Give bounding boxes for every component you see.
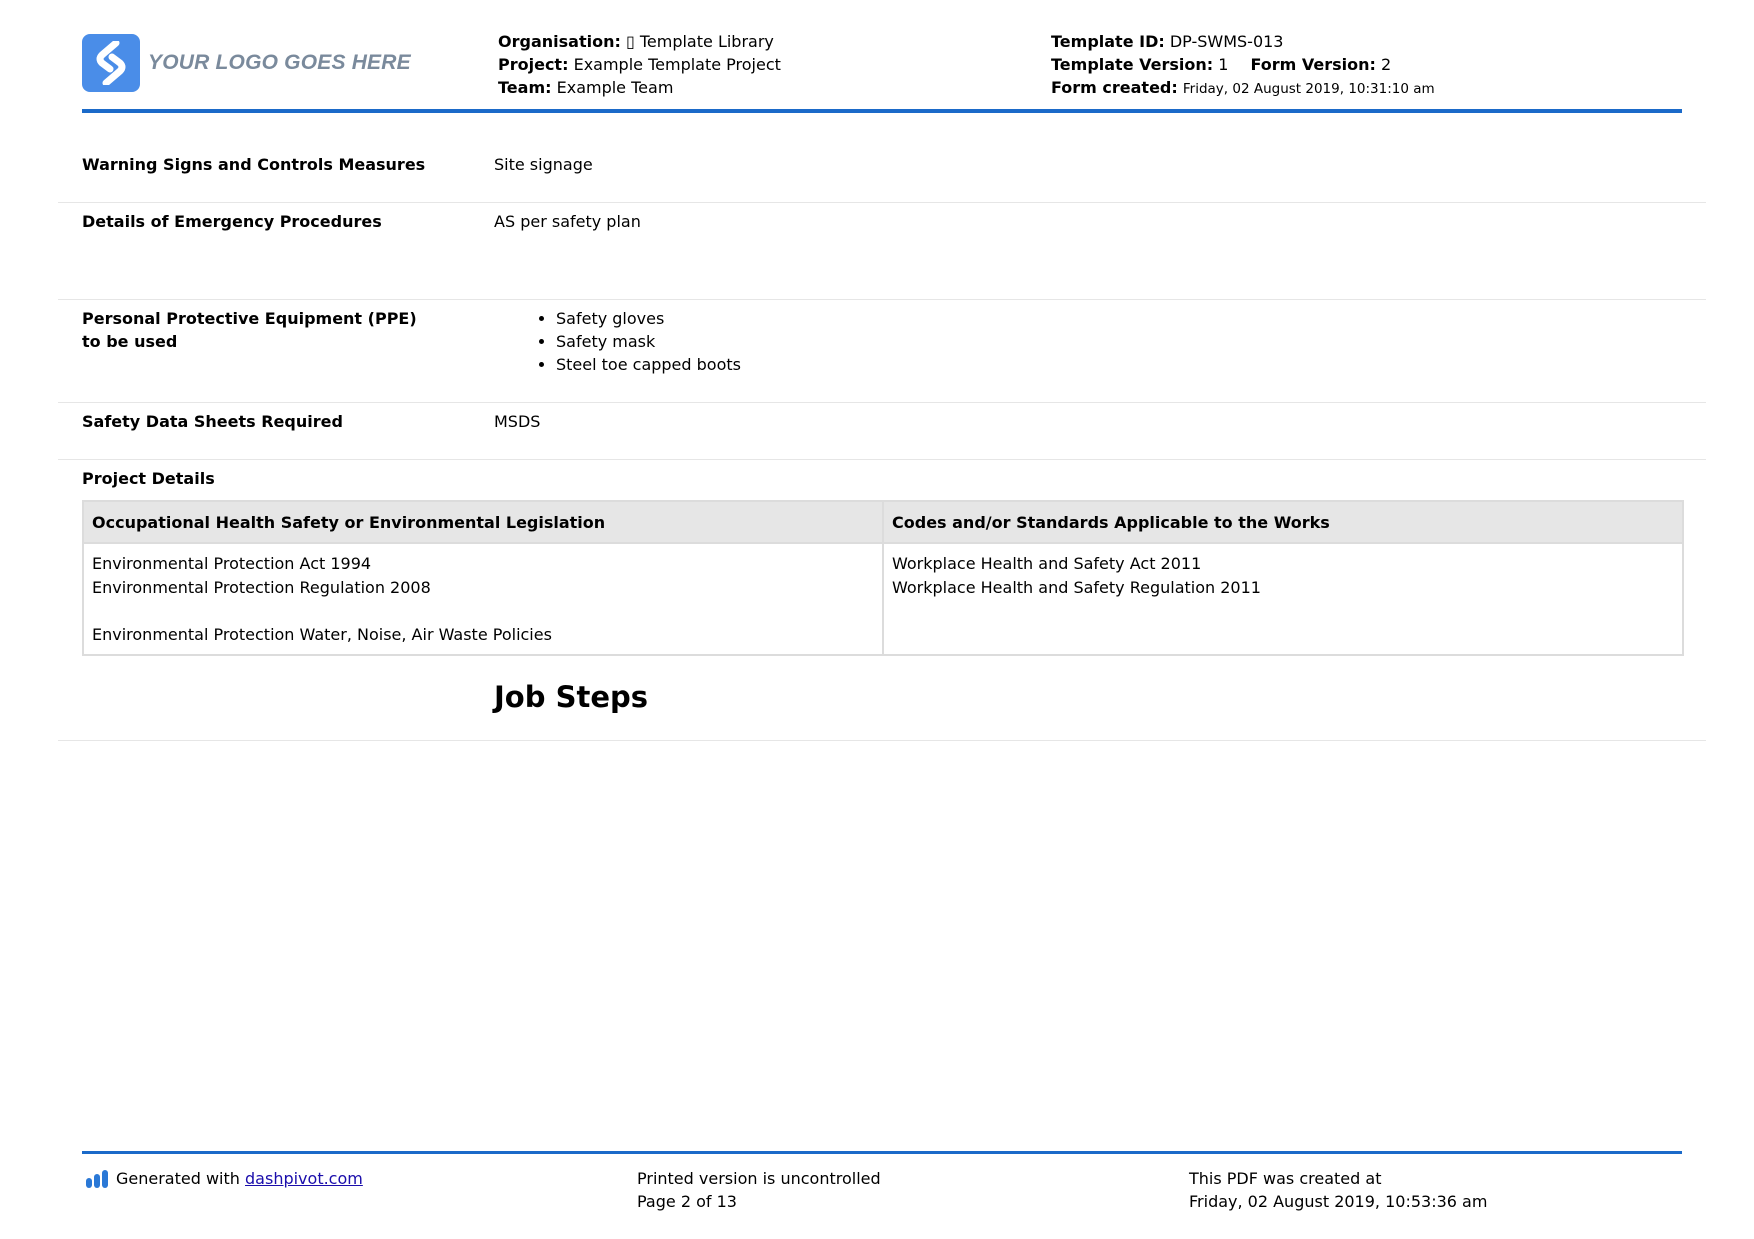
template-version-label: Template Version: [1051,55,1214,74]
cell-line: Workplace Health and Safety Act 2011 [892,554,1202,573]
project-details-title: Project Details [82,469,215,488]
field-row-warning-signs [58,153,1706,203]
list-item: • Safety gloves [556,307,741,330]
field-label: Details of Emergency Procedures [82,212,382,231]
cell-line: Environmental Protection Act 1994 [92,554,372,573]
footer-pdf-created [1189,1167,1487,1213]
job-steps-divider [58,740,1706,741]
template-version-value: 1 [1218,55,1229,74]
field-label: Warning Signs and Controls Measures [82,155,426,174]
cell-line: Environmental Protection Regulation 2008 [92,577,431,597]
organisation-value: ▯ Template Library [625,32,774,51]
footer-print-info [637,1167,881,1213]
table-header-row [83,501,1683,543]
logo [82,34,411,92]
logo-text: YOUR LOGO GOES HERE [148,51,411,74]
template-id-label: Template ID: [1051,32,1165,51]
footer-generated [86,1167,363,1190]
field-label-line: to be used [82,332,178,351]
printed-notice: Printed version is uncontrolled [637,1169,881,1188]
footer-divider [82,1151,1682,1154]
pdf-created-value: Friday, 02 August 2019, 10:53:36 am [1189,1192,1488,1211]
project-details-table [82,500,1684,656]
table-row [83,543,1683,655]
header-divider [82,109,1682,113]
table-cell-legislation [83,543,883,655]
table-header-cell: Occupational Health Safety or Environmental Legislation [83,501,883,543]
field-row-ppe [58,307,1706,403]
field-label-line: Personal Protective Equipment (PPE) [82,309,417,328]
table-cell-codes [883,543,1683,655]
template-id-value: DP-SWMS-013 [1169,32,1284,51]
job-steps-heading: Job Steps [494,680,649,714]
project-label: Project: [498,55,569,74]
field-value: MSDS [494,412,541,431]
project-value: Example Template Project [573,55,781,74]
form-created-value: Friday, 02 August 2019, 10:31:10 am [1182,81,1435,97]
field-value: Site signage [494,155,593,174]
field-row-safety-data-sheets [58,410,1706,460]
page-number: Page 2 of 13 [637,1192,737,1211]
header-project-info [498,30,781,99]
ppe-list [494,307,741,376]
dashpivot-logo-icon [86,1170,108,1188]
cell-line: Environmental Protection Water, Noise, Air Waste Policies [92,624,552,644]
generated-prefix: Generated with [116,1169,240,1188]
pdf-created-label: This PDF was created at [1189,1169,1382,1188]
team-label: Team: [498,78,552,97]
header-template-info [1051,30,1435,101]
form-version-value: 2 [1380,55,1392,74]
table-header-cell: Codes and/or Standards Applicable to the Works [883,501,1683,543]
logo-mark-icon [82,34,140,92]
list-item: • Safety mask [556,330,741,353]
field-value: AS per safety plan [494,212,641,231]
field-row-emergency-procedures [58,210,1706,300]
dashpivot-link[interactable]: dashpivot.com [245,1169,363,1188]
form-created-label: Form created: [1051,78,1178,97]
cell-line: Workplace Health and Safety Regulation 2011 [892,577,1261,597]
form-version-label: Form Version: [1250,55,1376,74]
field-label [82,307,462,353]
organisation-label: Organisation: [498,32,621,51]
field-label: Safety Data Sheets Required [82,412,343,431]
cell-line [92,599,874,623]
list-item: • Steel toe capped boots [556,353,741,376]
page-header [82,30,1682,110]
team-value: Example Team [556,78,674,97]
